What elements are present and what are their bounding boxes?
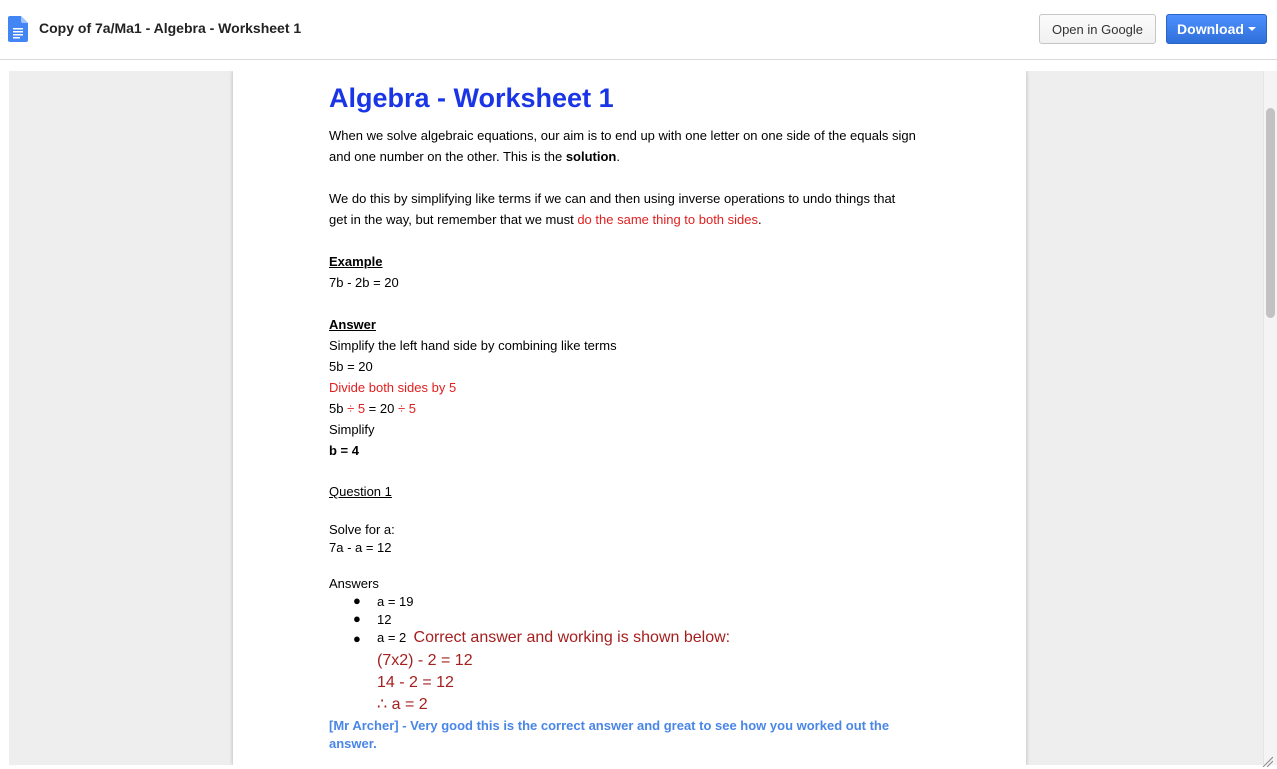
bullet-icon: ● (353, 611, 361, 626)
open-in-google-button[interactable]: Open in Google (1039, 14, 1156, 44)
question-heading: Question 1 (329, 484, 392, 499)
teacher-comment: [Mr Archer] - Very good this is the correct answer and great to see how you worked out the answer. (329, 718, 890, 751)
answer-step-4 (329, 398, 416, 419)
document-viewer[interactable] (9, 71, 1277, 765)
working-line-3: ∴ a = 2 (377, 696, 428, 713)
answer-option-1: a = 19 (377, 594, 414, 609)
document-title: Copy of 7a/Ma1 - Algebra - Worksheet 1 (39, 20, 302, 36)
step-4-part-b: ÷ 5 (347, 401, 366, 416)
example-equation: 7b - 2b = 20 (329, 275, 399, 290)
download-button[interactable] (1166, 14, 1267, 44)
chevron-down-icon (1248, 27, 1256, 31)
download-label: Download (1177, 21, 1244, 37)
method-line-2 (329, 209, 762, 230)
bullet-icon: ● (353, 631, 361, 646)
working-line-1: (7x2) - 2 = 12 (377, 652, 473, 669)
answer-heading: Answer (329, 317, 376, 332)
document-page (233, 71, 1026, 765)
intro-text: and one number on the other. This is the (329, 149, 566, 164)
intro-line-1: When we solve algebraic equations, our aim is to end up with one letter on one side of the equals sign (329, 128, 916, 143)
method-punct: . (758, 212, 762, 227)
step-4-part-c: = 20 (365, 401, 398, 416)
intro-line-2 (329, 146, 620, 167)
answers-label: Answers (329, 576, 379, 591)
scrollbar-thumb[interactable] (1266, 108, 1275, 318)
question-equation: 7a - a = 12 (329, 540, 392, 555)
example-heading: Example (329, 254, 383, 269)
resize-grip-icon[interactable] (1261, 755, 1273, 767)
solution-word: solution (565, 149, 617, 164)
step-4-part-d: ÷ 5 (397, 401, 416, 416)
page-title: Algebra - Worksheet 1 (329, 83, 614, 113)
google-docs-icon (8, 16, 28, 42)
answer-option-2: 12 (377, 612, 392, 627)
question-prompt: Solve for a: (329, 522, 395, 537)
answer-step-3: Divide both sides by 5 (329, 380, 457, 395)
intro-punct: . (616, 149, 620, 164)
vertical-scrollbar[interactable] (1263, 71, 1277, 765)
answer-step-6: b = 4 (329, 443, 359, 458)
answer-step-1: Simplify the left hand side by combining like terms (329, 338, 617, 353)
answer-note: Correct answer and working is shown below: (413, 629, 731, 646)
method-line-1: We do this by simplifying like terms if we can and then using inverse operations to undo things that (329, 191, 896, 206)
answer-option-3 (377, 629, 730, 647)
bullet-icon: ● (353, 593, 361, 608)
answer-option-3-text: a = 2 (377, 630, 407, 645)
method-text: get in the way, but remember that we must (329, 212, 578, 227)
step-4-part-a: 5b (329, 401, 348, 416)
working-line-2: 14 - 2 = 12 (377, 674, 454, 691)
top-toolbar (0, 0, 1277, 60)
answer-step-2: 5b = 20 (329, 359, 373, 374)
answer-step-5: Simplify (329, 422, 375, 437)
both-sides-text: do the same thing to both sides (577, 212, 759, 227)
